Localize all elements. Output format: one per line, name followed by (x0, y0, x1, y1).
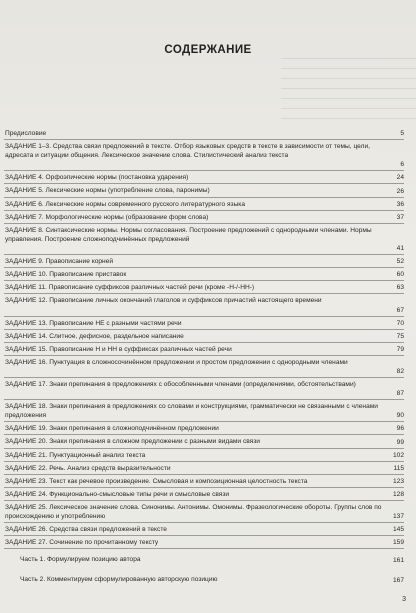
toc-entry (4, 422, 404, 435)
toc-entry-page: 82 (396, 368, 404, 375)
toc-entry (4, 268, 404, 281)
toc-entry-page: 37 (396, 213, 404, 221)
toc-entry (4, 343, 404, 356)
toc-entry-page: 90 (396, 412, 404, 420)
toc-entry-page: 102 (392, 451, 404, 459)
toc-entry (4, 198, 404, 211)
toc-entry (4, 435, 404, 448)
toc-sub-entry-page: 167 (392, 577, 404, 585)
toc-sub-entry-title: Часть 2. Комментируем сформулированную авторскую позицию (20, 576, 218, 584)
toc-entry-page: 96 (396, 425, 404, 433)
toc-entry-title: ЗАДАНИЕ 11. Правописание суффиксов различных частей речи (кроме -Н-/-НН-) (5, 284, 255, 292)
toc-entry-title: ЗАДАНИЕ 5. Лексические нормы (употребление слова, паронимы) (5, 187, 210, 195)
toc-entry (4, 255, 404, 268)
toc-entry-title: ЗАДАНИЕ 24. Функционально-смысловые типы речи и смысловые связи (5, 490, 230, 498)
toc-entry-title: ЗАДАНИЕ 15. Правописание Н и НН в суффиксах различных частей речи (5, 345, 232, 353)
toc-entry-title: ЗАДАНИЕ 18. Знаки препинания в предложениях со словами и конструкциями, грамматически не связанными с членами предложения (5, 403, 378, 420)
toc-entry (4, 330, 404, 343)
toc-entry (4, 523, 404, 536)
toc-entry-title: Предисловие (5, 130, 47, 137)
toc-entry-title: ЗАДАНИЕ 1–3. Средства связи предложений в тексте. Отбор языковых средств в тексте в зависимости от темы, цели, адресата и ситуации общения. Лексическое значение слова. Стилистический анализ текста (5, 143, 370, 160)
toc-sub-entry-title: Часть 1. Формулируем позицию автора (20, 556, 141, 564)
page-title: СОДЕРЖАНИЕ (164, 44, 252, 56)
toc-entry-title: ЗАДАНИЕ 27. Сочинение по прочитанному тексту (5, 539, 159, 547)
toc-entry-title: ЗАДАНИЕ 7. Морфологические нормы (образование форм слова) (5, 213, 209, 221)
toc-entry-title: ЗАДАНИЕ 26. Средства связи предложений в тексте (5, 526, 167, 534)
toc-entry-title: ЗАДАНИЕ 6. Лексические нормы современного русского литературного языка (5, 200, 245, 208)
toc-entry (4, 294, 404, 316)
toc-entry-page: 75 (396, 332, 404, 340)
toc-entry (4, 400, 404, 422)
bleed-through-text (281, 58, 416, 124)
toc-entry-page: 26 (396, 187, 404, 195)
toc-entry-title: ЗАДАНИЕ 12. Правописание личных окончаний глаголов и суффиксов причастий настоящего времени (5, 297, 322, 305)
toc-entry (4, 184, 404, 197)
toc-entry-page: 60 (396, 271, 404, 279)
toc-entry-page: 128 (392, 490, 404, 498)
toc-entry (4, 171, 404, 184)
toc-entry (4, 475, 404, 488)
toc-entry-page: 6 (400, 161, 404, 169)
toc-entry (4, 462, 404, 475)
toc-entry-title: ЗАДАНИЕ 14. Слитное, дефисное, раздельное написание (5, 332, 184, 340)
toc-entry (4, 536, 404, 549)
toc-entry-title: ЗАДАНИЕ 21. Пунктуационный анализ текста (5, 451, 146, 459)
toc-entry-page: 52 (396, 258, 404, 266)
table-of-contents (4, 127, 404, 589)
toc-entry (4, 224, 404, 255)
toc-entry (4, 356, 404, 378)
toc-entry-page: 137 (392, 513, 404, 521)
toc-entry (4, 501, 404, 523)
toc-entry (4, 211, 404, 224)
toc-sub-entry (4, 549, 404, 569)
toc-entry-page: 70 (396, 319, 404, 327)
toc-entry (4, 317, 404, 330)
toc-sub-entry (4, 569, 404, 589)
toc-entry (4, 281, 404, 294)
toc-entry (4, 449, 404, 462)
toc-entry-title: ЗАДАНИЕ 4. Орфоэпические нормы (постановка ударения) (5, 174, 189, 182)
toc-entry-page: 67 (396, 306, 404, 314)
toc-entry-title: ЗАДАНИЕ 10. Правописание приставок (5, 271, 127, 279)
toc-entry (4, 140, 404, 171)
toc-entry-title: ЗАДАНИЕ 25. Лексическое значение слова. Синонимы. Антонимы. Омонимы. Фразеологические обороты. Группы слов по происхождению и употреблению (5, 503, 382, 520)
toc-entry-title: ЗАДАНИЕ 16. Пунктуация в сложносочинённом предложении и простом предложении с однородными членами (5, 358, 348, 366)
toc-entry-title: ЗАДАНИЕ 8. Синтаксические нормы. Нормы согласования. Построение предложений с однородными членами. Нормы управления. Построение сложноподчинённых предложений (5, 226, 372, 243)
toc-entry-page: 145 (392, 526, 404, 534)
toc-entry-page: 99 (396, 438, 404, 446)
toc-sub-entry-page: 161 (392, 557, 404, 565)
toc-entry-page: 123 (392, 477, 404, 485)
toc-entry-page: 115 (393, 464, 404, 472)
toc-entry-title: ЗАДАНИЕ 20. Знаки препинания в сложном предложении с разными видами связи (5, 438, 260, 446)
toc-entry (4, 488, 404, 501)
toc-entry-page: 5 (400, 130, 404, 138)
toc-entry (4, 378, 404, 400)
toc-entry-page: 87 (396, 390, 404, 398)
toc-entry-title: ЗАДАНИЕ 17. Знаки препинания в предложениях с обособленными членами (определениями, обстоятельствами) (5, 381, 356, 388)
toc-entry-title: ЗАДАНИЕ 13. Правописание НЕ с разными частями речи (5, 319, 182, 327)
toc-entry-page: 159 (392, 539, 404, 547)
toc-entry-page: 24 (396, 174, 404, 182)
toc-entry-page: 41 (396, 245, 404, 253)
toc-entry-title: ЗАДАНИЕ 22. Речь. Анализ средств выразительности (5, 464, 171, 472)
toc-entry-page: 79 (396, 345, 404, 353)
toc-entry-title: ЗАДАНИЕ 23. Текст как речевое произведение. Смысловая и композиционная целостность текста (5, 477, 308, 485)
toc-entry (4, 127, 404, 140)
toc-entry-page: 63 (396, 284, 404, 292)
toc-entry-title: ЗАДАНИЕ 9. Правописание корней (5, 258, 114, 266)
toc-entry-title: ЗАДАНИЕ 19. Знаки препинания в сложноподчинённом предложении (5, 425, 219, 433)
page-number: 3 (402, 596, 406, 603)
toc-entry-page: 36 (396, 200, 404, 208)
